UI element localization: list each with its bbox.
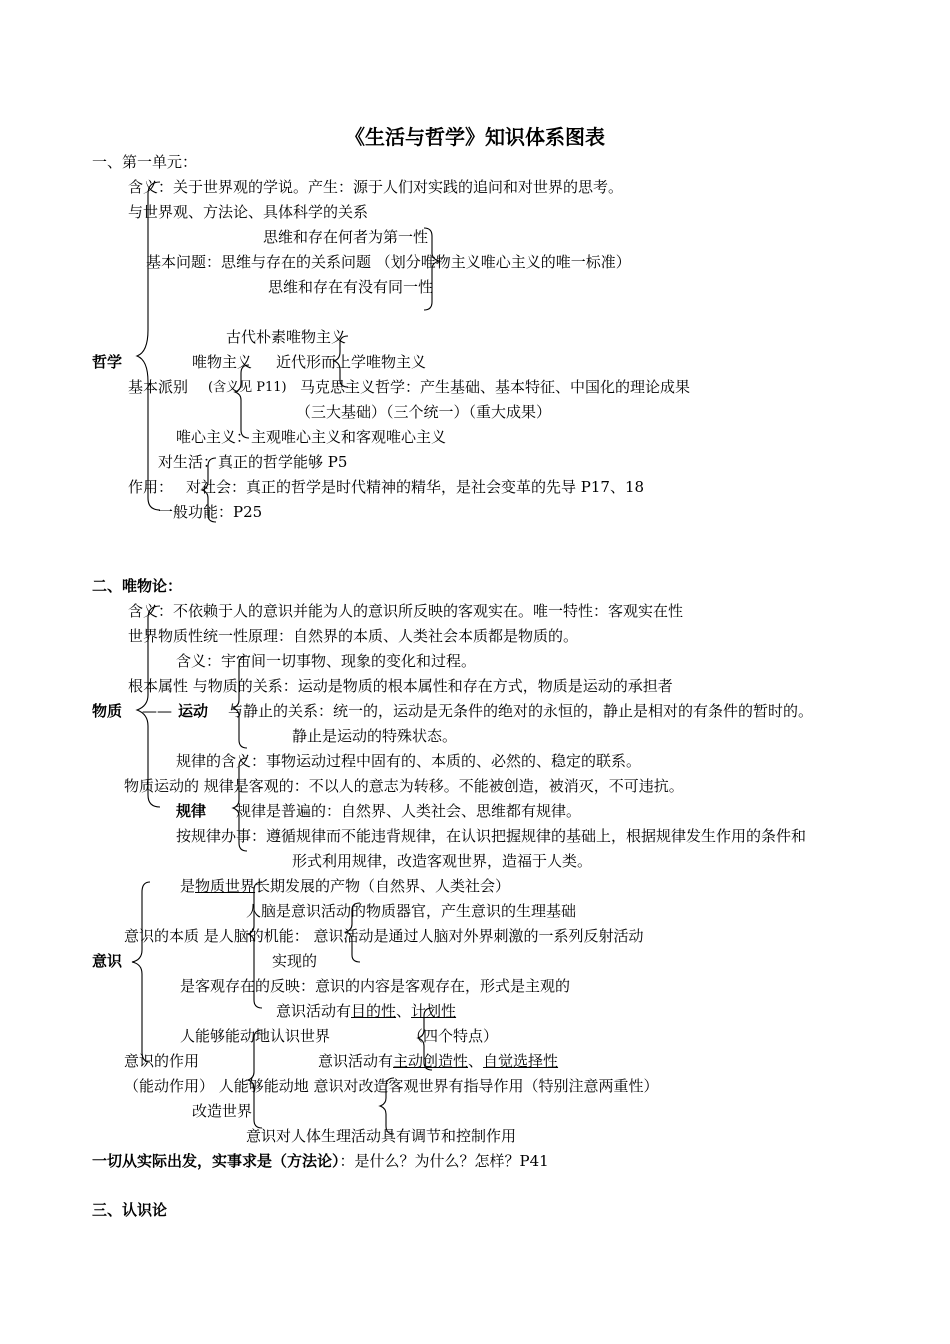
idealism: 唯心主义：主观唯心主义和客观唯心主义 — [176, 428, 447, 446]
active-role: （能动作用） 人能够能动地 意识对改造客观世界有指导作用（特别注意两重性） — [124, 1077, 659, 1095]
law-universal: 规律是普遍的：自然界、人类社会、思维都有规律。 — [236, 802, 582, 820]
document-title: 《生活与哲学》知识体系图表 — [345, 125, 605, 149]
marxist-three: （三大基础）（三个统一）（重大成果） — [296, 403, 552, 421]
material-unity: 世界物质性统一性原理：自然界的本质、人类社会本质都是物质的。 — [128, 627, 579, 645]
general-function: 一般功能：P25 — [158, 503, 263, 521]
transform-world: 改造世界 — [192, 1102, 253, 1120]
basic-question-identity: 思维和存在有没有同一性 — [268, 278, 434, 296]
ancient-materialism: 古代朴素唯物主义 — [226, 328, 347, 346]
philosophy-relations: 与世界观、方法论、具体科学的关系 — [128, 203, 369, 221]
motion-fundamental: 根本属性 与物质的关系：运动是物质的根本属性和存在方式，物质是运动的承担者 — [128, 677, 673, 695]
basic-question: 基本问题：思维与存在的关系问题 （划分唯物主义唯心主义的唯一标准） — [146, 253, 631, 271]
basic-schools: 基本派别 — [128, 378, 189, 396]
know-world: 人能够能动地认识世界 — [180, 1027, 331, 1045]
modern-materialism: 近代形而上学唯物主义 — [276, 353, 427, 371]
root-matter: 物质 — [92, 702, 123, 720]
section-1-heading: 一、第一单元： — [92, 153, 198, 171]
brace-consciousness — [132, 882, 150, 1062]
consciousness-essence: 意识的本质 是人脑的机能： 意识活动是通过人脑对外界刺激的一系列反射活动 — [124, 927, 644, 945]
marxist-philosophy: 马克思主义哲学：产生基础、基本特征、中国化的理论成果 — [300, 378, 691, 396]
act-by-law-cont: 形式利用规律，改造客观世界，造福于人类。 — [292, 852, 593, 870]
motion-rest-relation: 与静止的关系：统一的，运动是无条件的绝对的永恒的，静止是相对的有条件的暂时的。 — [228, 702, 814, 720]
law-label: 规律 — [176, 802, 207, 820]
section-3-heading: 三、认识论 — [92, 1201, 168, 1219]
basic-question-first: 思维和存在何者为第一性 — [263, 228, 429, 246]
purpose-plan: 意识活动有目的性、计划性 — [276, 1002, 457, 1020]
section-2-heading: 二、唯物论： — [92, 577, 183, 595]
philosophy-definition: 含义：关于世界观的学说。产生：源于人们对实践的追问和对世界的思考。 — [128, 178, 624, 196]
matter-definition: 含义：不依赖于人的意识并能为人的意识所反映的客观实在。唯一特性：客观实在性 — [128, 602, 684, 620]
act-by-law: 按规律办事：遵循规律而不能违背规律，在认识把握规律的基础上，根据规律发生作用的条件和 — [176, 827, 807, 845]
root-consciousness: 意识 — [92, 952, 123, 970]
role-life: 对生活：真正的哲学能够 P5 — [158, 453, 348, 471]
role-label: 作用： — [128, 478, 174, 496]
dash: —— — [142, 702, 172, 720]
realized: 实现的 — [272, 952, 318, 970]
methodology: 一切从实际出发，实事求是（方法论）：是什么？为什么？怎样？P41 — [92, 1152, 549, 1170]
motion-definition: 含义：宇宙间一切事物、现象的变化和过程。 — [176, 652, 477, 670]
law-definition: 规律的含义：事物运动过程中固有的、本质的、必然的、稳定的联系。 — [176, 752, 642, 770]
brain-organ: 人脑是意识活动的物质器官，产生意识的生理基础 — [246, 902, 577, 920]
law-objective: 物质运动的 规律是客观的：不以人的意志为转移。不能被创造，被消灭，不可违抗。 — [124, 777, 684, 795]
schools-reference: (含义见 P11) — [208, 380, 287, 395]
physiological-control: 意识对人体生理活动具有调节和控制作用 — [246, 1127, 517, 1145]
role-society: 对社会：真正的哲学是时代精神的精华，是社会变革的先导 P17、18 — [186, 478, 645, 496]
consciousness-product: 是物质世界长期发展的产物（自然界、人类社会） — [180, 877, 511, 895]
four-features: （四个特点） — [408, 1027, 499, 1045]
motion-label: 运动 — [178, 702, 209, 720]
brace-philosophy — [137, 182, 160, 510]
rest-special-state: 静止是运动的特殊状态。 — [292, 727, 458, 745]
reflection-objective: 是客观存在的反映：意识的内容是客观存在，形式是主观的 — [180, 977, 571, 995]
consciousness-role: 意识的作用 — [124, 1052, 200, 1070]
materialism: 唯物主义 — [192, 353, 253, 371]
creativity-selectivity: 意识活动有主动创造性、自觉选择性 — [318, 1052, 559, 1070]
root-philosophy: 哲学 — [92, 353, 123, 371]
